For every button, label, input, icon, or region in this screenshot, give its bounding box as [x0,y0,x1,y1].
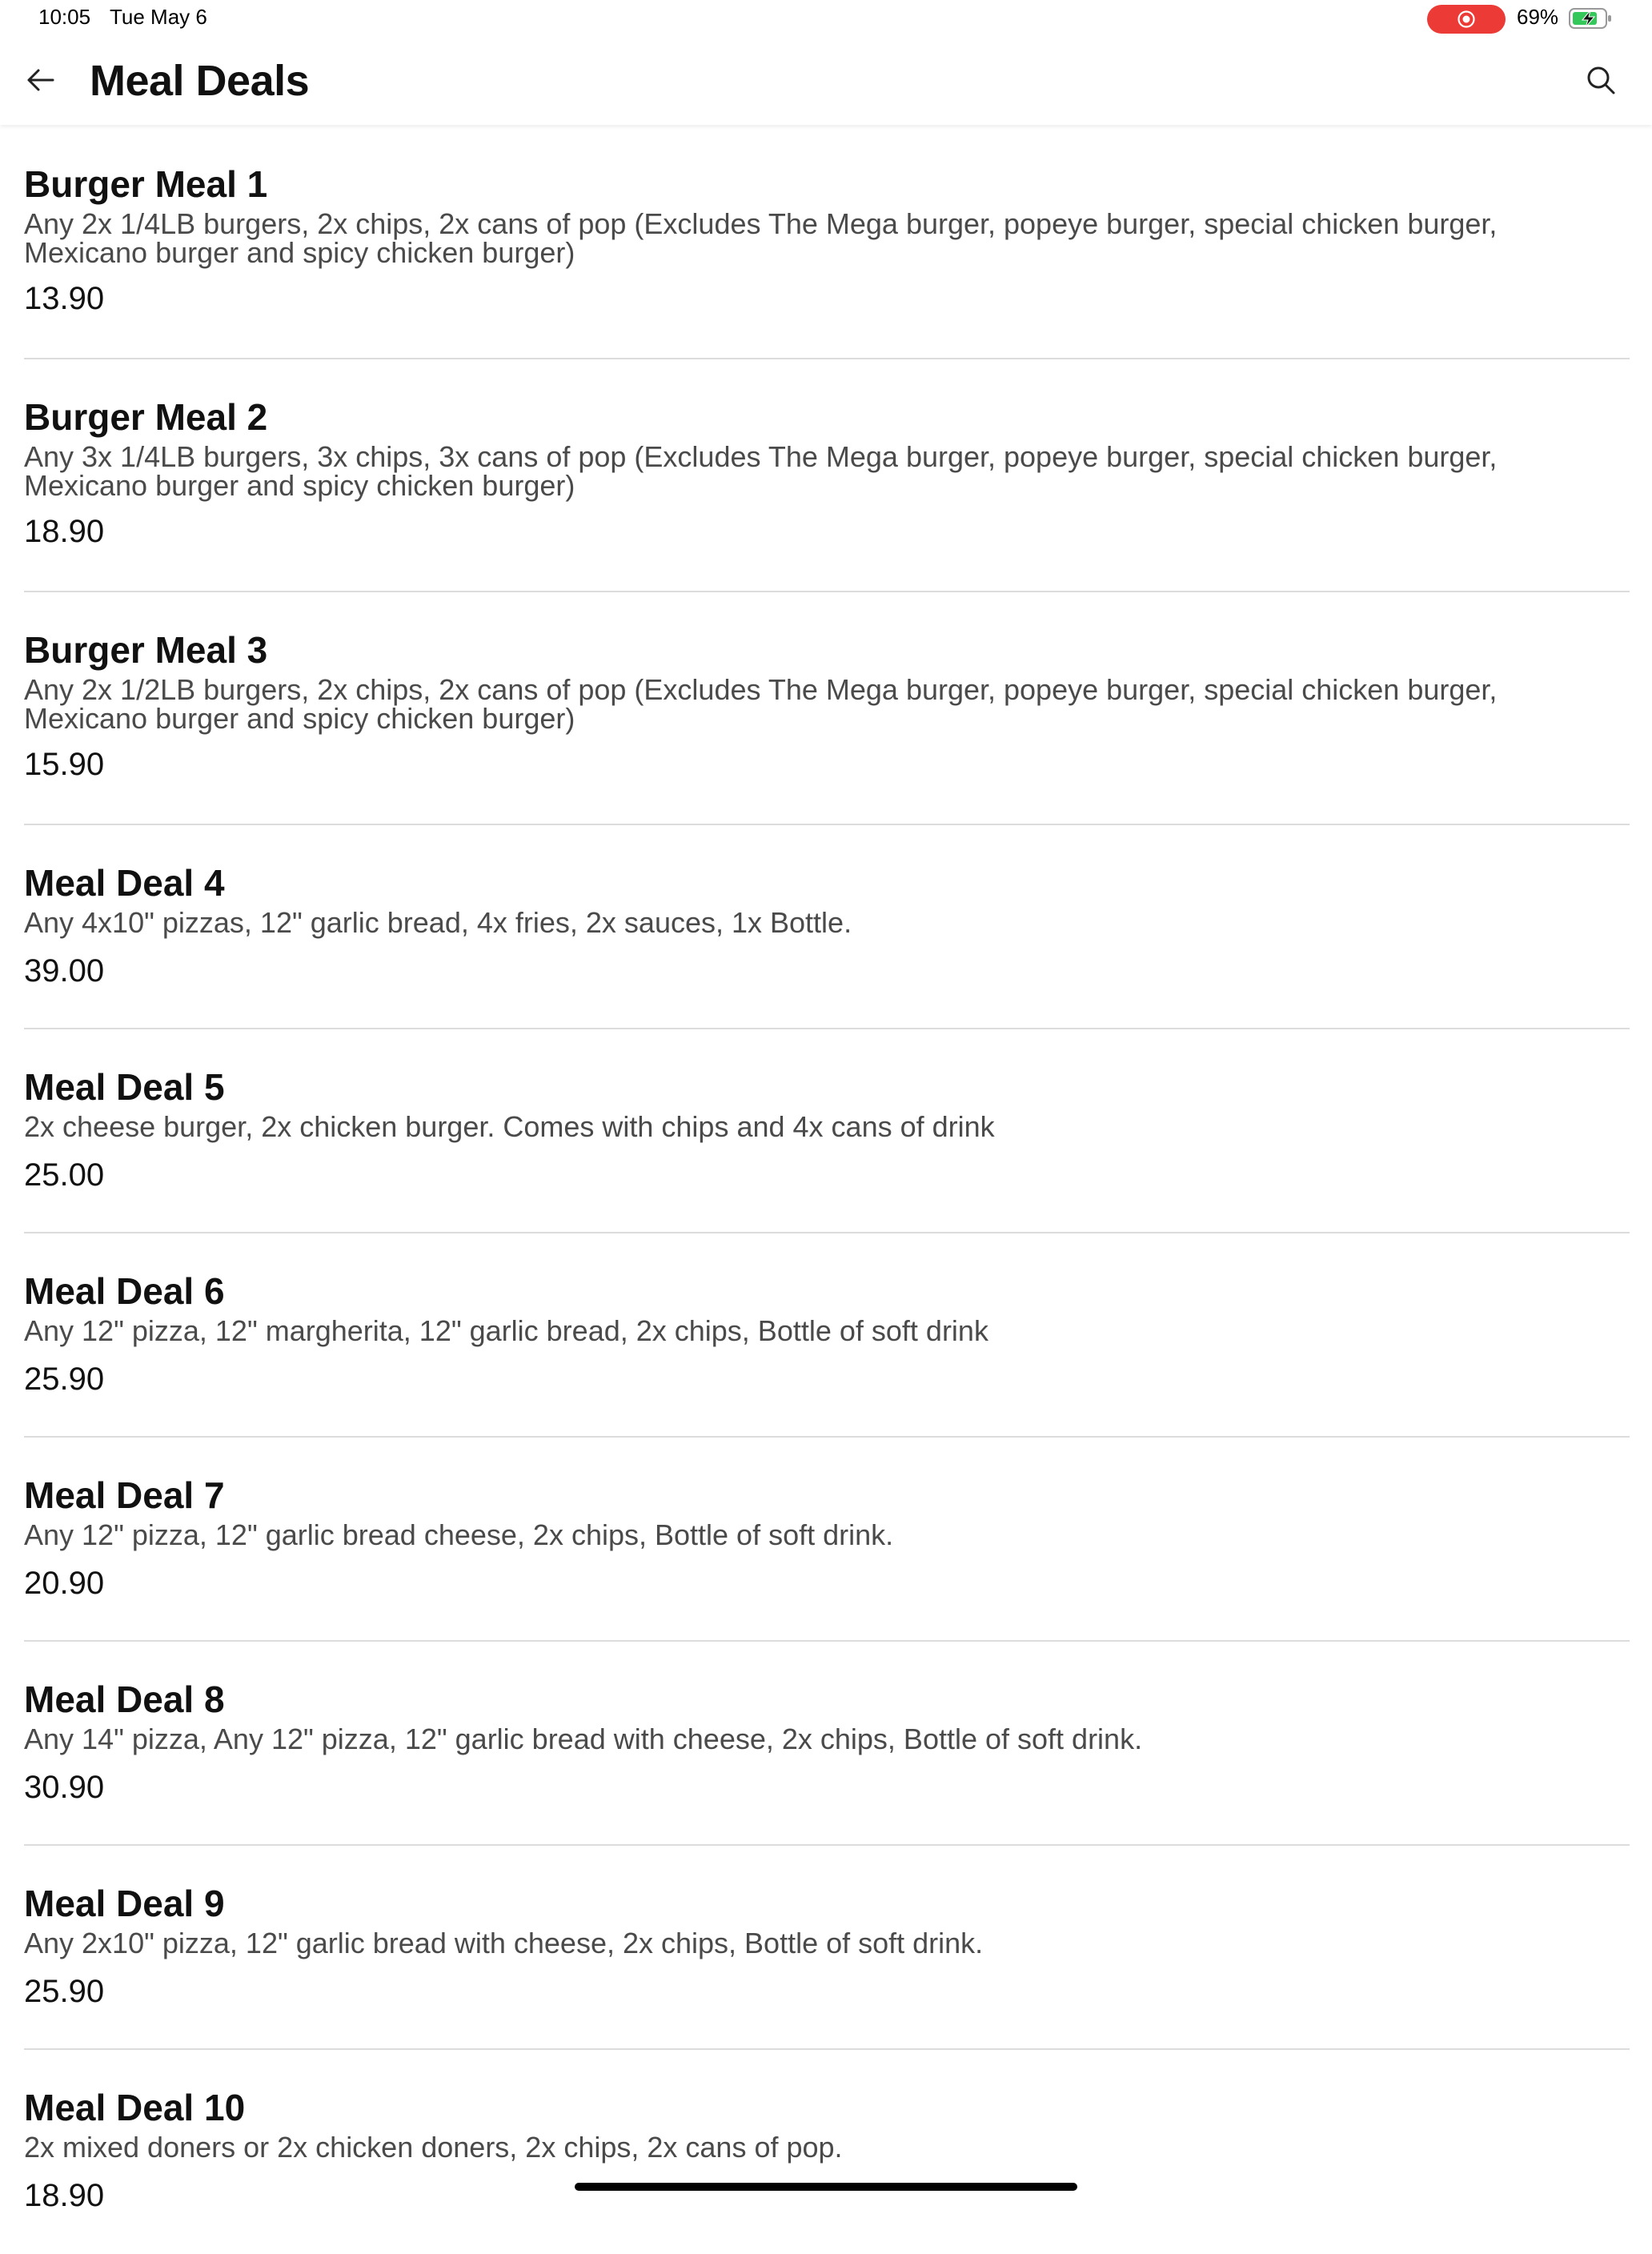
deal-item-meal-deal-8[interactable] [24,1642,1630,1846]
deal-price: 39.00 [24,953,105,989]
record-icon [1457,10,1476,29]
deal-price: 25.90 [24,1974,105,2009]
deal-description: Any 3x 1/4LB burgers, 3x chips, 3x cans of pop (Excludes The Mega burger, popeye burger, special chicken burger, Mexicano burger and spicy chicken burger) [24,440,1498,502]
deal-price: 30.90 [24,1770,105,1805]
battery-percentage: 69% [1517,5,1559,29]
deal-name: Meal Deal 5 [24,1066,225,1108]
deal-description: Any 4x10" pizzas, 12" garlic bread, 4x fries, 2x sauces, 1x Bottle. [24,906,852,939]
deal-price: 18.90 [24,514,105,549]
deal-description: Any 14" pizza, Any 12" pizza, 12" garlic bread with cheese, 2x chips, Bottle of soft drink. [24,1723,1143,1755]
screen-recording-indicator[interactable] [1427,5,1506,34]
deal-item-meal-deal-7[interactable] [24,1438,1630,1642]
deal-description: Any 2x 1/2LB burgers, 2x chips, 2x cans of pop (Excludes The Mega burger, popeye burger, special chicken burger, Mexicano burger and spicy chicken burger) [24,673,1498,735]
deal-name: Burger Meal 2 [24,396,268,438]
deal-item-burger-meal-2[interactable] [24,359,1630,592]
deal-price: 13.90 [24,281,105,316]
deal-description: Any 2x10" pizza, 12" garlic bread with cheese, 2x chips, Bottle of soft drink. [24,1927,984,1959]
meal-deals-list [24,126,1630,2254]
deal-name: Burger Meal 1 [24,163,268,205]
deal-description: Any 12" pizza, 12" garlic bread cheese, 2x chips, Bottle of soft drink. [24,1518,894,1551]
deal-price: 15.90 [24,747,105,782]
deal-price: 18.90 [24,2178,105,2213]
search-icon[interactable] [1585,64,1617,96]
deal-item-meal-deal-6[interactable] [24,1233,1630,1438]
deal-description: Any 12" pizza, 12" margherita, 12" garlic bread, 2x chips, Bottle of soft drink [24,1314,988,1347]
home-indicator[interactable] [575,2183,1077,2191]
deal-name: Meal Deal 8 [24,1678,225,1720]
deal-price: 20.90 [24,1566,105,1601]
deal-item-meal-deal-4[interactable] [24,825,1630,1029]
app-header [0,38,1652,125]
deal-description: 2x cheese burger, 2x chicken burger. Comes with chips and 4x cans of drink [24,1110,995,1143]
status-bar [0,0,1652,38]
deal-description: 2x mixed doners or 2x chicken doners, 2x chips, 2x cans of pop. [24,2131,843,2164]
deal-price: 25.90 [24,1362,105,1397]
arrow-left-icon[interactable] [22,62,58,98]
deal-name: Meal Deal 6 [24,1270,225,1312]
status-date: Tue May 6 [110,5,207,29]
deal-name: Meal Deal 7 [24,1474,225,1516]
deal-name: Meal Deal 4 [24,862,225,904]
deal-name: Meal Deal 10 [24,2087,246,2128]
deal-item-meal-deal-10[interactable] [24,2050,1630,2254]
deal-name: Burger Meal 3 [24,629,268,671]
deal-item-meal-deal-9[interactable] [24,1846,1630,2050]
page-title: Meal Deals [90,57,310,105]
deal-item-meal-deal-5[interactable] [24,1029,1630,1233]
deal-price: 25.00 [24,1157,105,1193]
deal-item-burger-meal-3[interactable] [24,592,1630,825]
deal-description: Any 2x 1/4LB burgers, 2x chips, 2x cans of pop (Excludes The Mega burger, popeye burger, special chicken burger, Mexicano burger and spicy chicken burger) [24,207,1498,269]
status-time: 10:05 [38,5,91,29]
battery-charging-icon [1568,6,1613,30]
deal-name: Meal Deal 9 [24,1883,225,1924]
deal-item-burger-meal-1[interactable] [24,126,1630,359]
